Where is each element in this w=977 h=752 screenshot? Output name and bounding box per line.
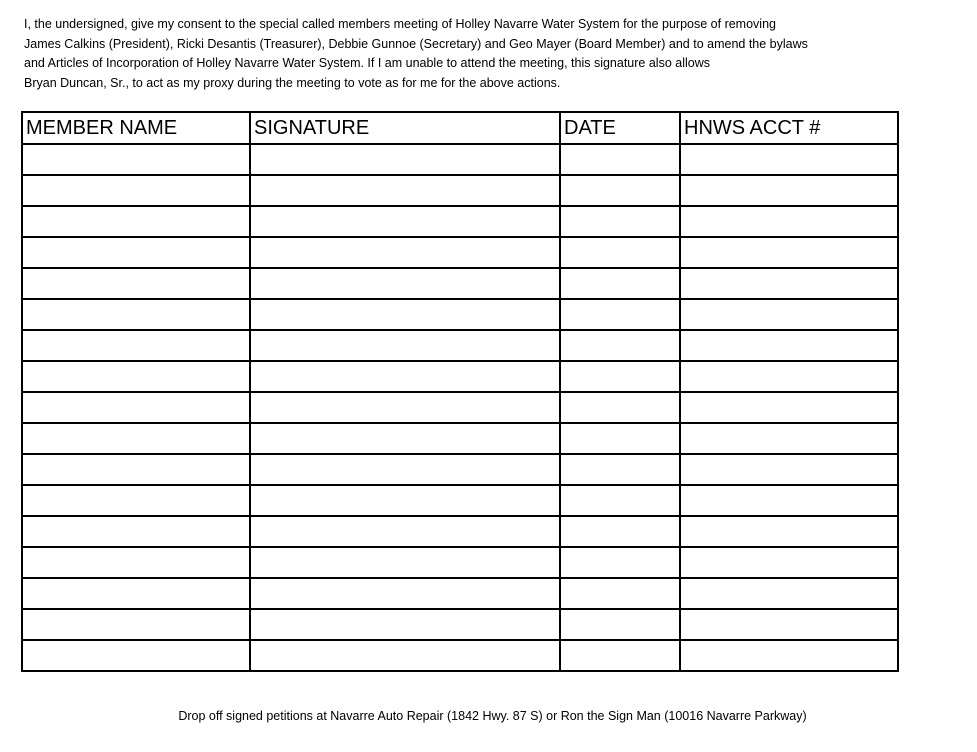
table-row [22,423,898,454]
acct-cell[interactable] [680,206,898,237]
table-row [22,144,898,175]
member-name-cell[interactable] [22,609,250,640]
table-row [22,392,898,423]
acct-cell[interactable] [680,609,898,640]
member-name-cell[interactable] [22,175,250,206]
table-row [22,640,898,671]
signature-cell[interactable] [250,392,560,423]
date-cell[interactable] [560,268,680,299]
table-row [22,237,898,268]
acct-cell[interactable] [680,361,898,392]
member-name-cell[interactable] [22,392,250,423]
date-cell[interactable] [560,392,680,423]
signature-cell[interactable] [250,423,560,454]
member-name-cell[interactable] [22,237,250,268]
date-cell[interactable] [560,330,680,361]
table-row [22,361,898,392]
member-name-cell[interactable] [22,268,250,299]
table-row [22,268,898,299]
dropoff-instructions: Drop off signed petitions at Navarre Auto Repair (1842 Hwy. 87 S) or Ron the Sign Man (10016 Navarre Parkway) [178,709,807,723]
date-cell[interactable] [560,454,680,485]
header-member-name: MEMBER NAME [22,112,250,144]
date-cell[interactable] [560,516,680,547]
table-header-row [22,112,898,144]
acct-cell[interactable] [680,392,898,423]
table-row [22,206,898,237]
header-signature: SIGNATURE [250,112,560,144]
table-row [22,578,898,609]
member-name-cell[interactable] [22,361,250,392]
signature-cell[interactable] [250,547,560,578]
date-cell[interactable] [560,206,680,237]
member-name-cell[interactable] [22,547,250,578]
member-name-cell[interactable] [22,144,250,175]
header-acct: HNWS ACCT # [680,112,898,144]
member-name-cell[interactable] [22,516,250,547]
acct-cell[interactable] [680,516,898,547]
member-name-cell[interactable] [22,578,250,609]
table-row [22,609,898,640]
signature-cell[interactable] [250,485,560,516]
table-row [22,299,898,330]
table-body [22,144,898,671]
signature-cell[interactable] [250,330,560,361]
consent-statement [24,15,924,93]
member-name-cell[interactable] [22,299,250,330]
acct-cell[interactable] [680,330,898,361]
signature-cell[interactable] [250,175,560,206]
date-cell[interactable] [560,485,680,516]
acct-cell[interactable] [680,547,898,578]
date-cell[interactable] [560,299,680,330]
consent-line: I, the undersigned, give my consent to the special called members meeting of Holley Navarre Water System for the purpose of removing [24,17,776,31]
signature-cell[interactable] [250,361,560,392]
acct-cell[interactable] [680,299,898,330]
acct-cell[interactable] [680,237,898,268]
member-name-cell[interactable] [22,485,250,516]
acct-cell[interactable] [680,640,898,671]
header-date: DATE [560,112,680,144]
date-cell[interactable] [560,175,680,206]
table-row [22,547,898,578]
table-row [22,454,898,485]
date-cell[interactable] [560,640,680,671]
member-name-cell[interactable] [22,330,250,361]
signature-cell[interactable] [250,640,560,671]
consent-line: and Articles of Incorporation of Holley Navarre Water System. If I am unable to attend the meeting, this signature also allows [24,56,710,70]
consent-line: James Calkins (President), Ricki Desantis (Treasurer), Debbie Gunnoe (Secretary) and Geo Mayer (Board Member) and to amend the bylaws [24,36,808,51]
date-cell[interactable] [560,578,680,609]
signature-cell[interactable] [250,299,560,330]
signature-cell[interactable] [250,578,560,609]
acct-cell[interactable] [680,144,898,175]
signature-table [21,111,899,672]
member-name-cell[interactable] [22,423,250,454]
table-row [22,175,898,206]
signature-cell[interactable] [250,609,560,640]
member-name-cell[interactable] [22,640,250,671]
date-cell[interactable] [560,144,680,175]
signature-cell[interactable] [250,206,560,237]
table-row [22,330,898,361]
signature-cell[interactable] [250,237,560,268]
member-name-cell[interactable] [22,454,250,485]
signature-cell[interactable] [250,454,560,485]
signature-cell[interactable] [250,516,560,547]
acct-cell[interactable] [680,485,898,516]
member-name-cell[interactable] [22,206,250,237]
date-cell[interactable] [560,237,680,268]
acct-cell[interactable] [680,454,898,485]
date-cell[interactable] [560,609,680,640]
table-row [22,485,898,516]
date-cell[interactable] [560,547,680,578]
signature-cell[interactable] [250,268,560,299]
acct-cell[interactable] [680,175,898,206]
acct-cell[interactable] [680,578,898,609]
date-cell[interactable] [560,361,680,392]
consent-line: Bryan Duncan, Sr., to act as my proxy during the meeting to vote as for me for the above actions. [24,75,561,90]
table-row [22,516,898,547]
date-cell[interactable] [560,423,680,454]
acct-cell[interactable] [680,268,898,299]
acct-cell[interactable] [680,423,898,454]
signature-cell[interactable] [250,144,560,175]
